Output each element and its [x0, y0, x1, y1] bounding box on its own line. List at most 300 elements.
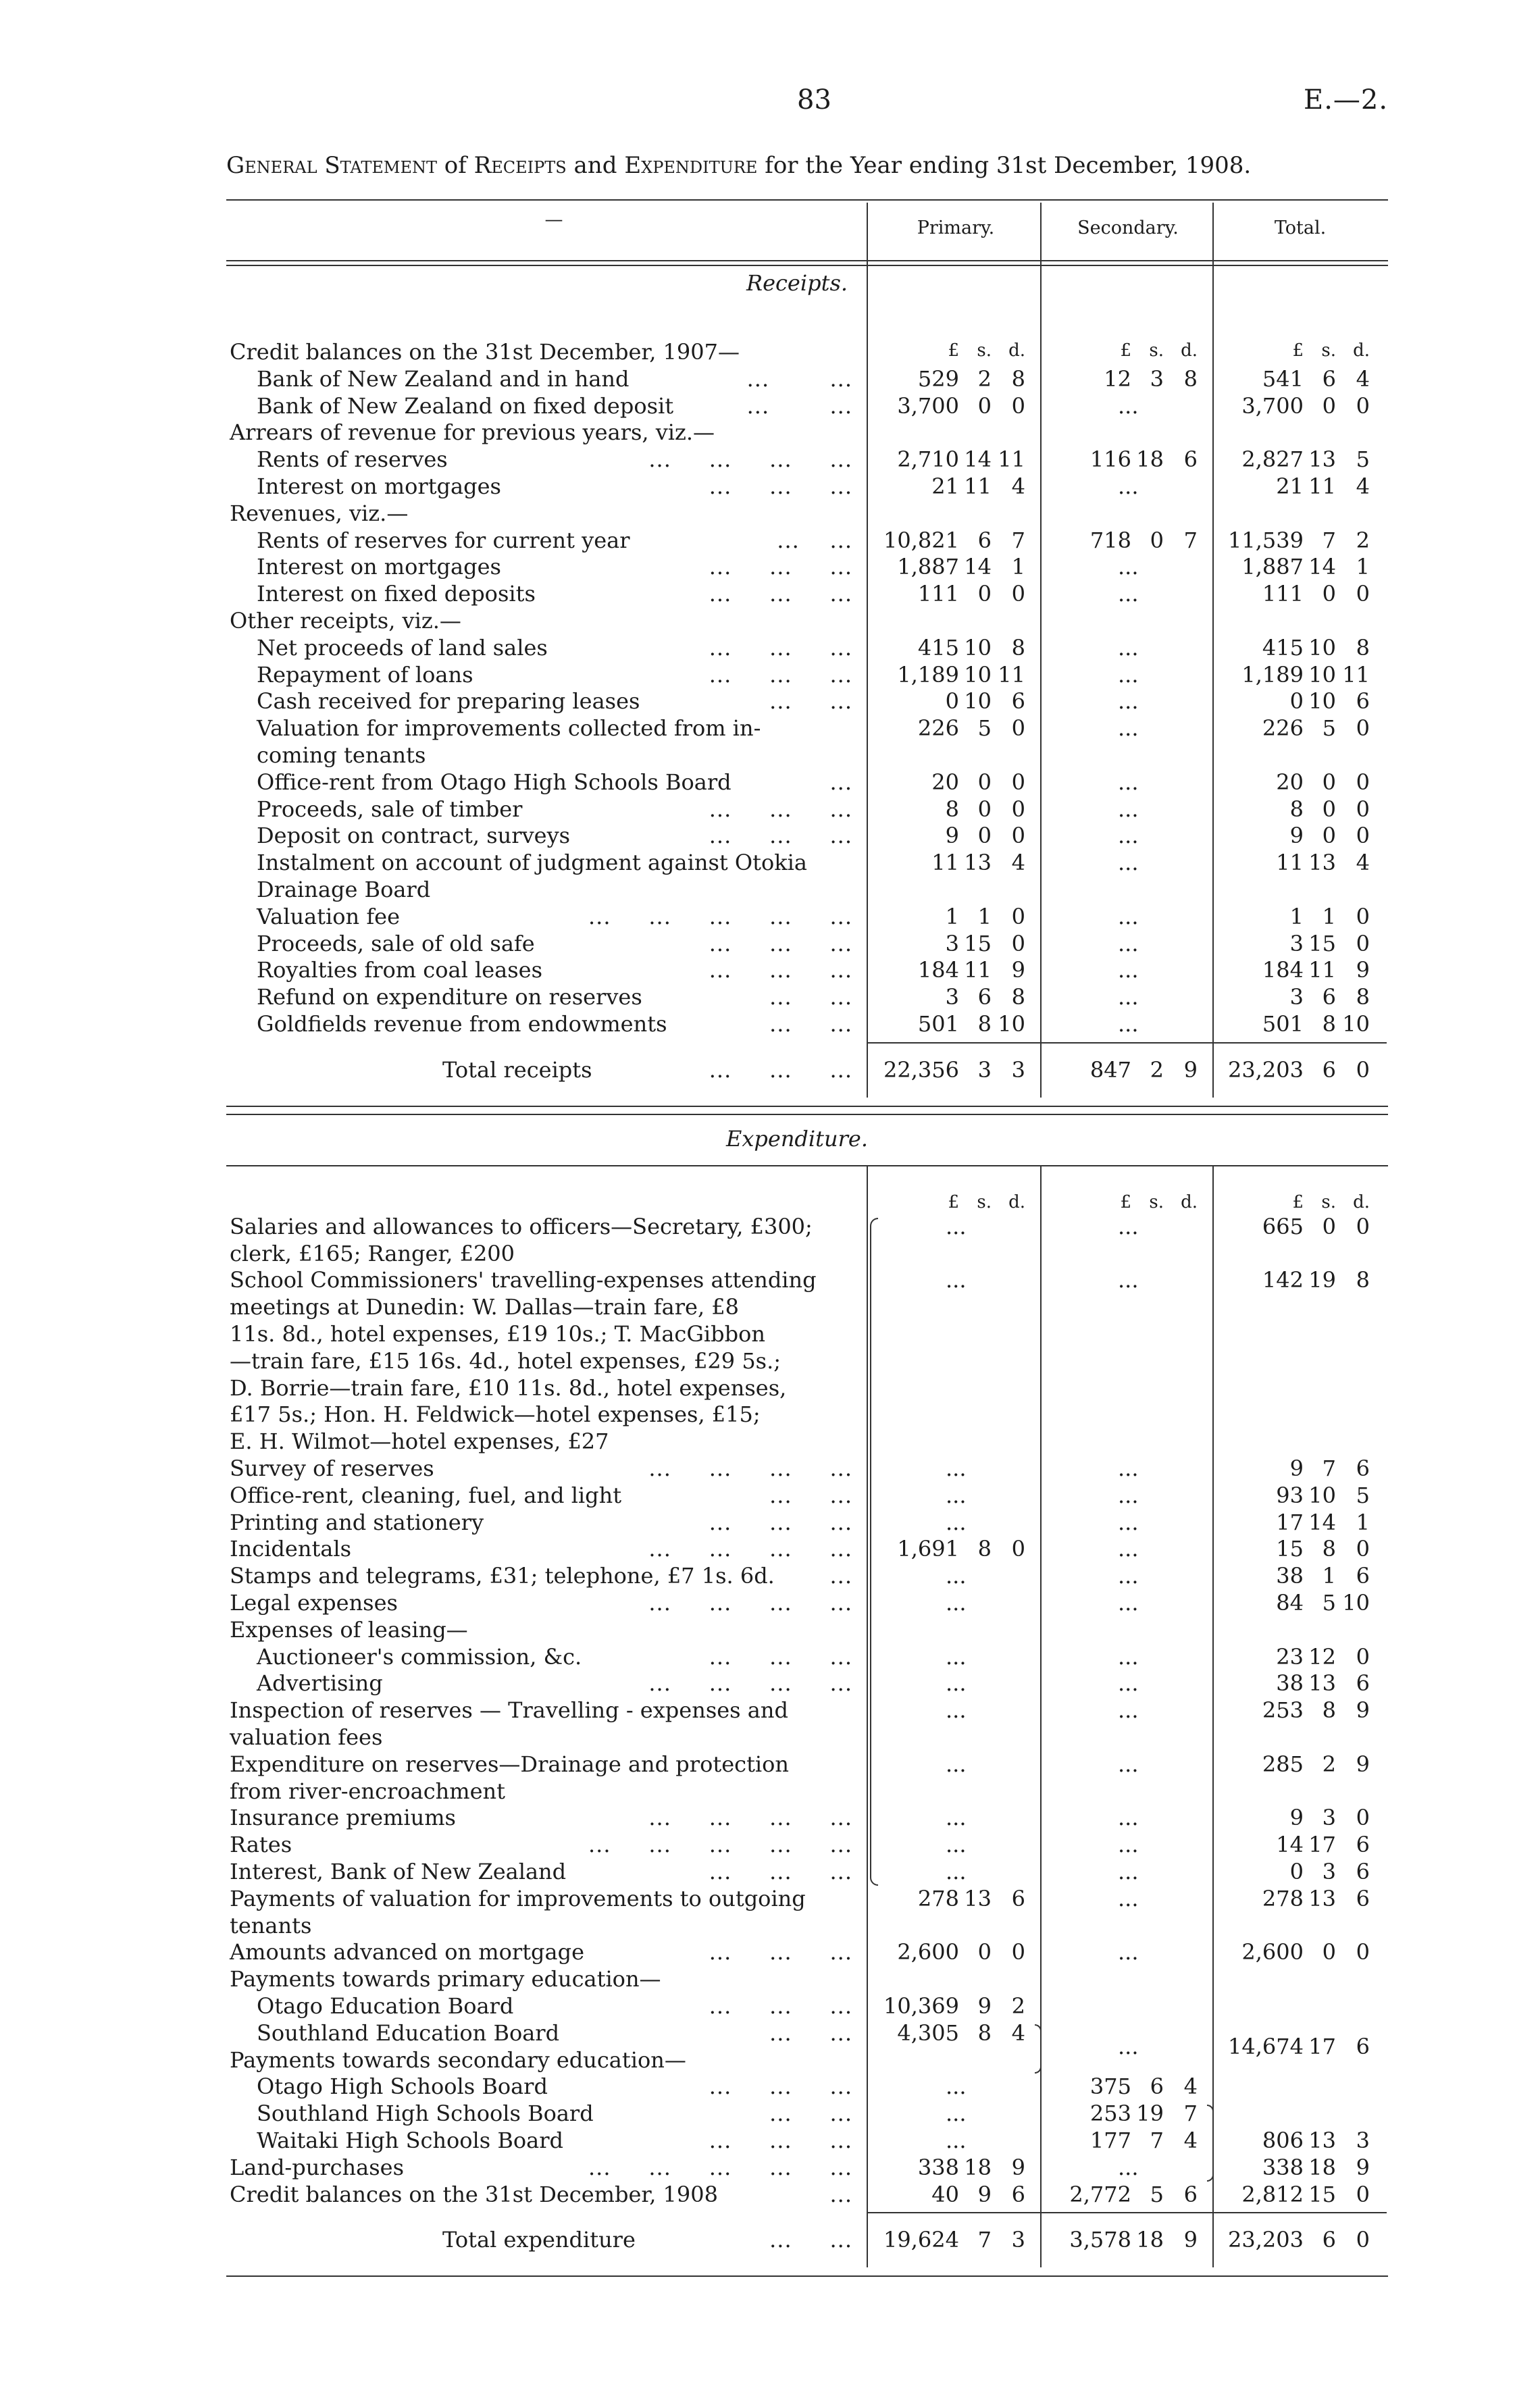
amount-shillings: 13 — [964, 850, 992, 876]
header-bottom-rule-2 — [226, 265, 1388, 266]
amount-pounds: 3 — [1289, 984, 1304, 1010]
amount-t — [1216, 1456, 1370, 1481]
row-label: £17 5s.; Hon. H. Feldwick—hotel expenses, £15; — [230, 1401, 761, 1428]
empty-cell-dots: ... — [1118, 1643, 1139, 1670]
amount-pence: 11 — [998, 661, 1025, 688]
amount-p — [871, 581, 1025, 607]
amount-pounds: 375 — [1089, 2074, 1131, 2100]
amount-pounds: 38 — [1276, 1670, 1304, 1697]
row-label: Interest on mortgages — [257, 554, 501, 580]
amount-pounds: 19,624 — [883, 2227, 959, 2253]
amount-pounds: 1,887 — [1241, 554, 1304, 580]
row-label: Salaries and allowances to officers—Secretary, £300; — [230, 1213, 813, 1239]
amount-p — [871, 984, 1025, 1010]
amount-p — [871, 662, 1025, 688]
amount-shillings: 6 — [977, 984, 992, 1010]
amount-shillings: 14 — [1308, 554, 1336, 580]
row-label: Deposit on contract, surveys — [257, 823, 571, 849]
amount-shillings: 0 — [977, 823, 992, 849]
amount-shillings: 14 — [1308, 1509, 1336, 1535]
amount-pence: 0 — [1356, 1643, 1370, 1670]
page-title — [226, 152, 1395, 179]
leader-dots: ... — [829, 2181, 852, 2207]
amount-shillings: 8 — [977, 1011, 992, 1037]
amount-shillings: 19 — [1136, 2101, 1164, 2127]
amount-t — [1216, 904, 1370, 929]
amount-p — [871, 528, 1025, 553]
amount-pence: 0 — [1356, 1536, 1370, 1562]
amount-t — [1216, 1011, 1370, 1037]
amount-shillings: 7 — [1150, 2128, 1164, 2153]
leader-dots: ... ... — [769, 984, 852, 1010]
amount-shillings: 18 — [964, 2154, 992, 2180]
amount-shillings: 10 — [1308, 1482, 1336, 1508]
total-receipts-label: Total receipts — [442, 1056, 592, 1083]
empty-cell-dots: ... — [1118, 823, 1139, 849]
amount-pounds: 718 — [1089, 527, 1131, 553]
amount-pounds: 184 — [917, 957, 959, 983]
empty-cell-dots: ... — [1118, 1939, 1139, 1965]
row-label: Southland High Schools Board — [257, 2101, 594, 2127]
amount-pounds: 9 — [1289, 1456, 1304, 1481]
amount-pence: 4 — [1011, 2019, 1025, 2046]
amount-pence: 0 — [1356, 903, 1370, 929]
amount-p — [871, 554, 1025, 580]
amount-t — [1216, 796, 1370, 822]
row-label: Bank of New Zealand on fixed deposit — [257, 392, 674, 419]
unit-d: d. — [1353, 340, 1370, 361]
amount-pounds: 11 — [1276, 850, 1304, 876]
amount-pounds: 40 — [931, 2181, 959, 2207]
amount-pounds: 93 — [1276, 1482, 1304, 1508]
unit-l: £ — [1120, 1191, 1131, 1212]
unit-l: £ — [948, 340, 959, 361]
row-label: Valuation fee — [257, 903, 401, 929]
row-label: Advertising — [257, 1670, 383, 1697]
header-bottom-rule — [226, 260, 1388, 261]
unit-d: d. — [1008, 340, 1025, 361]
amount-shillings: 17 — [1308, 1832, 1336, 1858]
empty-cell-dots: ... — [1118, 2154, 1139, 2180]
unit-s: s. — [977, 340, 992, 361]
amount-t — [1216, 1267, 1370, 1293]
amount-t — [1216, 769, 1370, 795]
amount-t — [1216, 1805, 1370, 1830]
amount-pounds: 20 — [931, 769, 959, 795]
column-rule — [867, 203, 868, 1098]
amount-pence: 6 — [1356, 1859, 1370, 1884]
amount-p — [871, 931, 1025, 956]
amount-pence: 0 — [1011, 1939, 1025, 1965]
empty-cell-dots: ... — [1118, 473, 1139, 499]
leader-dots: ... — [829, 769, 852, 795]
amount-p — [871, 904, 1025, 929]
amount-pounds: 1 — [945, 903, 959, 929]
amount-shillings: 18 — [1136, 2227, 1164, 2253]
amount-shillings: 0 — [1322, 769, 1336, 795]
leader-dots: ... ... ... — [709, 634, 852, 661]
empty-cell-dots: ... — [1118, 392, 1139, 419]
amount-shillings: 0 — [977, 769, 992, 795]
amount-shillings: 18 — [1136, 446, 1164, 473]
section-start-rule — [226, 1114, 1388, 1115]
amount-shillings: 14 — [964, 446, 992, 473]
amount-pence: 8 — [1356, 1267, 1370, 1293]
row-label: Legal expenses — [230, 1590, 398, 1616]
title-part: Expenditure — [624, 152, 758, 179]
amount-shillings: 6 — [1322, 365, 1336, 392]
amount-shillings: 15 — [964, 930, 992, 956]
amount-shillings: 5 — [1322, 1590, 1336, 1616]
amount-pounds: 0 — [1289, 688, 1304, 715]
amount-shillings: 1 — [977, 903, 992, 929]
leader-dots: ... ... ... — [709, 957, 852, 983]
amount-shillings: 6 — [1322, 2227, 1336, 2253]
row-label: Incidentals — [230, 1536, 352, 1562]
amount-t — [1216, 1057, 1370, 1083]
amount-pence: 1 — [1356, 1509, 1370, 1535]
amount-shillings: 8 — [977, 1536, 992, 1562]
title-part: for the Year ending 31st December, 1908. — [757, 152, 1252, 179]
leader-dots: ... ... — [769, 2019, 852, 2046]
amount-pounds: 0 — [1289, 1859, 1304, 1884]
amount-shillings: 0 — [1150, 527, 1164, 553]
amount-p — [871, 715, 1025, 741]
amount-shillings: 9 — [977, 2181, 992, 2207]
amount-pounds: 2,710 — [897, 446, 959, 473]
row-label: Goldfields revenue from endowments — [257, 1011, 667, 1037]
amount-pence: 0 — [1011, 903, 1025, 929]
empty-cell-dots: ... — [946, 1590, 967, 1616]
column-rule — [1212, 203, 1214, 1098]
row-label: Proceeds, sale of old safe — [257, 930, 535, 956]
row-label: —train fare, £15 16s. 4d., hotel expenses, £29 5s.; — [230, 1347, 781, 1374]
amount-pence: 10 — [1342, 1011, 1370, 1037]
amount-pence: 6 — [1011, 2181, 1025, 2207]
amount-pence: 4 — [1183, 2074, 1198, 2100]
amount-pounds: 278 — [1262, 1885, 1304, 1911]
amount-shillings: 6 — [977, 527, 992, 553]
leader-dots: ... ... ... ... — [648, 1536, 852, 1562]
amount-pounds: 12 — [1104, 365, 1131, 392]
amount-p — [871, 850, 1025, 875]
amount-pence: 0 — [1356, 769, 1370, 795]
leader-dots: ... ... ... ... — [648, 446, 852, 473]
amount-pounds: 23 — [1276, 1643, 1304, 1670]
empty-cell-dots: ... — [946, 1213, 967, 1239]
units-header — [871, 1192, 1025, 1212]
amount-t — [1216, 581, 1370, 607]
amount-p — [871, 796, 1025, 822]
amount-pence: 0 — [1011, 1536, 1025, 1562]
amount-pounds: 338 — [917, 2154, 959, 2180]
amount-pounds: 278 — [917, 1885, 959, 1911]
amount-shillings: 0 — [1322, 1939, 1336, 1965]
row-label: Survey of reserves — [230, 1456, 434, 1481]
amount-pence: 11 — [998, 446, 1025, 473]
amount-t — [1216, 528, 1370, 553]
leader-dots: ... ... — [769, 2227, 852, 2253]
empty-cell-dots: ... — [1118, 661, 1139, 688]
amount-t — [1216, 984, 1370, 1010]
empty-cell-dots: ... — [946, 1670, 967, 1697]
amount-shillings: 15 — [1308, 930, 1336, 956]
amount-t — [1216, 1751, 1370, 1777]
unit-s: s. — [1321, 340, 1336, 361]
amount-pence: 9 — [1356, 1697, 1370, 1724]
empty-cell-dots: ... — [1118, 1590, 1139, 1616]
amount-pounds: 806 — [1262, 2128, 1304, 2153]
units-header — [1216, 340, 1370, 361]
amount-pence: 9 — [1183, 2227, 1198, 2253]
row-label: School Commissioners' travelling-expenses attending — [230, 1267, 817, 1293]
amount-shillings: 0 — [977, 392, 992, 419]
unit-s: s. — [1149, 1191, 1164, 1212]
row-label: Royalties from coal leases — [257, 957, 542, 983]
unit-d: d. — [1353, 1191, 1370, 1212]
amount-pounds: 22,356 — [883, 1056, 959, 1083]
amount-shillings: 5 — [977, 715, 992, 742]
leader-dots: ... ... ... — [709, 823, 852, 849]
amount-p — [871, 823, 1025, 848]
empty-cell-dots: ... — [1118, 850, 1139, 876]
empty-cell-dots: ... — [946, 1643, 967, 1670]
empty-cell-dots: ... — [946, 1267, 967, 1293]
amount-t — [1216, 1563, 1370, 1589]
empty-cell-dots: ... — [946, 2128, 967, 2153]
section-heading-rule — [226, 1165, 1388, 1166]
amount-shillings: 0 — [977, 796, 992, 822]
leader-dots: ... ... — [746, 365, 852, 392]
leader-dots: ... ... ... ... ... — [588, 903, 852, 929]
amount-pounds: 9 — [1289, 823, 1304, 849]
amount-p — [871, 2155, 1025, 2180]
amount-pence: 9 — [1011, 2154, 1025, 2180]
amount-pounds: 415 — [917, 634, 959, 661]
amount-p — [871, 635, 1025, 661]
amount-pounds: 1,189 — [897, 661, 959, 688]
amount-pence: 3 — [1011, 2227, 1025, 2253]
empty-cell-dots: ... — [1118, 1563, 1139, 1589]
amount-t — [1216, 635, 1370, 661]
amount-p — [871, 1057, 1025, 1083]
amount-pence: 0 — [1356, 715, 1370, 742]
amount-pence: 6 — [1356, 1832, 1370, 1858]
amount-pounds: 338 — [1262, 2154, 1304, 2180]
amount-pence: 4 — [1356, 850, 1370, 876]
amount-pounds: 9 — [1289, 1805, 1304, 1831]
amount-pence: 0 — [1356, 2181, 1370, 2207]
leader-dots: ... ... ... — [709, 661, 852, 688]
amount-shillings: 17 — [1308, 2033, 1336, 2059]
amount-shillings: 0 — [1322, 796, 1336, 822]
amount-pence: 0 — [1356, 1056, 1370, 1083]
leader-dots: ... ... ... ... ... — [588, 1832, 852, 1858]
amount-pounds: 11 — [931, 850, 959, 876]
row-label: Credit balances on the 31st December, 1908 — [230, 2181, 718, 2207]
amount-shillings: 8 — [1322, 1697, 1336, 1724]
empty-cell-dots: ... — [1118, 1885, 1139, 1911]
amount-pence: 8 — [1011, 984, 1025, 1010]
row-label: Interest on fixed deposits — [257, 581, 536, 607]
amount-t — [1216, 1214, 1370, 1239]
row-label: Office-rent, cleaning, fuel, and light — [230, 1482, 622, 1508]
empty-cell-dots: ... — [1118, 930, 1139, 956]
row-label: Payments towards primary education— — [230, 1966, 661, 1992]
amount-p — [871, 1011, 1025, 1037]
amount-pounds: 17 — [1276, 1509, 1304, 1535]
amount-t — [1216, 1510, 1370, 1535]
leader-dots: ... ... ... — [709, 2128, 852, 2153]
units-header — [871, 340, 1025, 361]
amount-t — [1216, 715, 1370, 741]
row-label: meetings at Dunedin: W. Dallas—train fare, £8 — [230, 1294, 740, 1320]
row-label: tenants — [230, 1912, 312, 1938]
leader-dots: ... ... ... ... — [648, 1590, 852, 1616]
empty-cell-dots: ... — [1118, 688, 1139, 715]
column-header-dash: — — [544, 209, 563, 230]
total-expenditure-label: Total expenditure — [442, 2227, 636, 2253]
leader-dots: ... ... — [769, 2101, 852, 2127]
empty-cell-dots: ... — [946, 1456, 967, 1481]
empty-cell-dots: ... — [1118, 1011, 1139, 1037]
row-label: Refund on expenditure on reserves — [257, 984, 642, 1010]
amount-pounds: 84 — [1276, 1590, 1304, 1616]
amount-pence: 10 — [998, 1011, 1025, 1037]
units-header — [1044, 1192, 1198, 1212]
empty-cell-dots: ... — [1118, 1509, 1139, 1535]
amount-pounds: 1,887 — [897, 554, 959, 580]
amount-pence: 3 — [1011, 1056, 1025, 1083]
row-label: Net proceeds of land sales — [257, 634, 548, 661]
empty-cell-dots: ... — [946, 1751, 967, 1777]
column-rule — [1040, 1166, 1042, 2268]
amount-t — [1216, 823, 1370, 848]
row-label: Stamps and telegrams, £31; telephone, £7 1s. 6d. — [230, 1563, 775, 1589]
amount-pounds: 2,772 — [1069, 2181, 1131, 2207]
amount-shillings: 3 — [1322, 1859, 1336, 1884]
amount-s — [1044, 366, 1198, 392]
row-label: E. H. Wilmot—hotel expenses, £27 — [230, 1429, 609, 1455]
leader-dots: ... ... — [769, 1011, 852, 1037]
empty-cell-dots: ... — [1118, 634, 1139, 661]
leader-dots: ... ... ... ... — [648, 1670, 852, 1697]
amount-pence: 0 — [1011, 769, 1025, 795]
row-label: Inspection of reserves — Travelling - expenses and — [230, 1697, 788, 1724]
amount-pence: 0 — [1011, 823, 1025, 849]
column-header-secondary: Secondary. — [1077, 217, 1179, 238]
leader-dots: ... ... ... — [709, 1056, 852, 1083]
amount-s — [1044, 528, 1198, 553]
empty-cell-dots: ... — [946, 1509, 967, 1535]
amount-t — [1216, 1939, 1370, 1965]
leader-dots: ... ... ... — [709, 473, 852, 499]
row-label: Rents of reserves — [257, 446, 448, 473]
empty-cell-dots: ... — [946, 1832, 967, 1858]
amount-pence: 4 — [1011, 473, 1025, 499]
row-label: Other receipts, viz.— — [230, 608, 461, 634]
amount-pounds: 2,827 — [1241, 446, 1304, 473]
amount-t — [1216, 1697, 1370, 1723]
amount-t — [1216, 473, 1370, 499]
title-part: General Statement — [226, 152, 437, 179]
amount-shillings: 8 — [1322, 1536, 1336, 1562]
empty-cell-dots: ... — [1118, 1456, 1139, 1481]
row-label: Southland Education Board — [257, 2019, 560, 2046]
amount-t — [1216, 1590, 1370, 1616]
amount-pence: 4 — [1356, 365, 1370, 392]
amount-shillings: 10 — [964, 688, 992, 715]
column-header-primary: Primary. — [917, 217, 995, 238]
amount-pounds: 3,700 — [1241, 392, 1304, 419]
amount-p — [871, 1536, 1025, 1562]
amount-shillings: 1 — [1322, 903, 1336, 929]
amount-t — [1216, 393, 1370, 419]
empty-cell-dots: ... — [1118, 1751, 1139, 1777]
amount-shillings: 0 — [977, 581, 992, 607]
amount-pence: 10 — [1342, 1590, 1370, 1616]
row-label: 11s. 8d., hotel expenses, £19 10s.; T. MacGibbon — [230, 1321, 765, 1347]
empty-cell-dots: ... — [1118, 1670, 1139, 1697]
empty-cell-dots: ... — [1118, 1697, 1139, 1724]
amount-shillings: 10 — [1308, 661, 1336, 688]
table-end-rule — [226, 2275, 1388, 2277]
amount-pounds: 3 — [945, 984, 959, 1010]
amount-pounds: 2,600 — [1241, 1939, 1304, 1965]
amount-shillings: 1 — [1322, 1563, 1336, 1589]
empty-cell-dots: ... — [1118, 1832, 1139, 1858]
amount-pence: 6 — [1356, 1670, 1370, 1697]
empty-cell-dots: ... — [1118, 2033, 1139, 2059]
amount-s — [1044, 2182, 1198, 2207]
amount-shillings: 6 — [1322, 1056, 1336, 1083]
amount-p — [871, 446, 1025, 472]
amount-pounds: 0 — [945, 688, 959, 715]
amount-pounds: 1,189 — [1241, 661, 1304, 688]
amount-t — [1216, 1886, 1370, 1911]
amount-pence: 2 — [1011, 1993, 1025, 2019]
amount-shillings: 11 — [964, 473, 992, 499]
amount-shillings: 13 — [1308, 1885, 1336, 1911]
amount-pounds: 253 — [1089, 2101, 1131, 2127]
amount-t — [1216, 1644, 1370, 1670]
amount-shillings: 3 — [977, 1056, 992, 1083]
row-label: Printing and stationery — [230, 1509, 484, 1535]
row-label: Otago Education Board — [257, 1993, 514, 2019]
amount-shillings: 10 — [1308, 688, 1336, 715]
unit-s: s. — [977, 1191, 992, 1212]
amount-pounds: 226 — [917, 715, 959, 742]
amount-s — [1044, 2101, 1198, 2126]
amount-shillings: 5 — [1322, 715, 1336, 742]
amount-s — [1044, 446, 1198, 472]
amount-pence: 7 — [1011, 527, 1025, 553]
amount-t — [1216, 2034, 1370, 2059]
empty-cell-dots: ... — [1118, 903, 1139, 929]
amount-t — [1216, 366, 1370, 392]
leader-dots: ... ... ... ... ... — [588, 2154, 852, 2180]
amount-pence: 6 — [1183, 2181, 1198, 2207]
leader-dots: ... ... ... — [709, 2074, 852, 2100]
amount-t — [1216, 554, 1370, 580]
leader-dots: ... ... ... — [709, 581, 852, 607]
row-label: Expenditure on reserves—Drainage and protection — [230, 1751, 790, 1777]
amount-s — [1044, 2227, 1198, 2253]
amount-pence: 7 — [1183, 2101, 1198, 2127]
amount-shillings: 11 — [964, 957, 992, 983]
amount-pounds: 3,578 — [1069, 2227, 1131, 2253]
amount-p — [871, 2227, 1025, 2253]
